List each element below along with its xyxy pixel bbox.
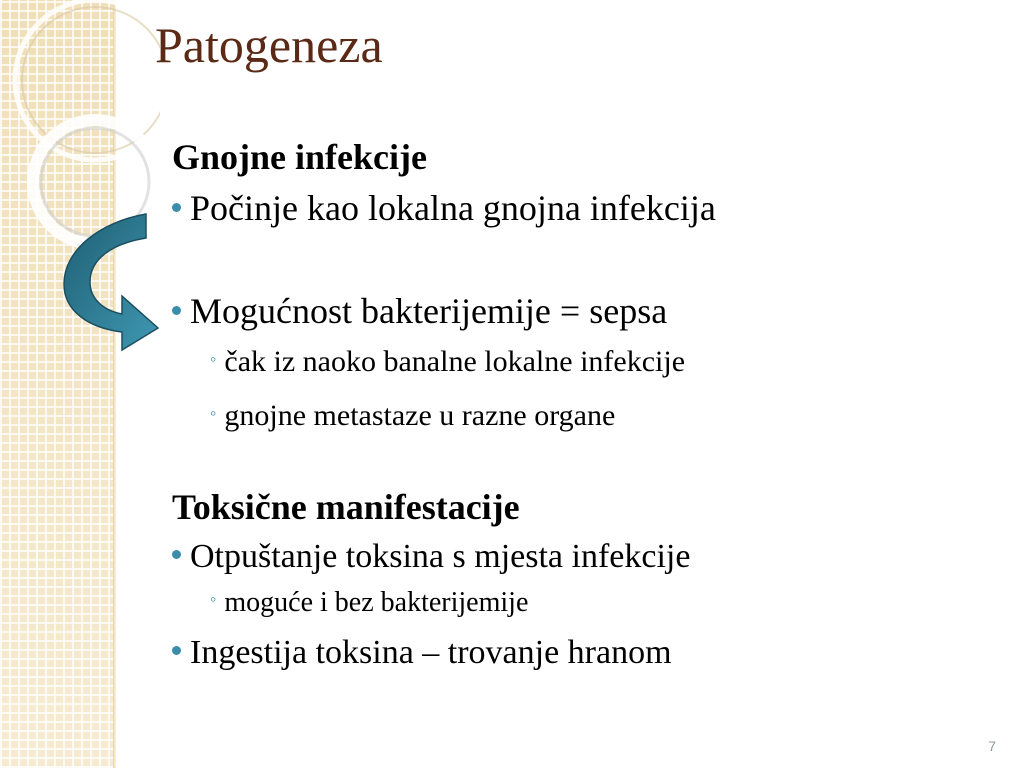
sub-bullet-text: gnojne metastaze u razne organe [224,398,616,432]
section-pyogenic [172,136,984,434]
section-heading: Gnojne infekcije [172,137,427,177]
bullet-item [172,290,984,333]
sub-bullet-item [210,586,984,620]
bullet-ring-icon: ◦ [210,348,217,369]
bullet-dot-icon [172,550,181,559]
bullet-dot-icon [172,306,181,315]
section-heading: Toksične manifestacije [172,486,520,527]
curved-arrow-icon [60,210,160,355]
bullet-text: Ingestija toksina – trovanje hranom [190,634,672,672]
bullet-text: Počinje kao lokalna gnojna infekcija [190,188,716,229]
bullet-item [172,633,984,674]
bullet-dot-icon [172,203,181,212]
bullet-item [172,537,984,578]
bullet-item [172,187,984,230]
bullet-text: Mogućnost bakterijemije = sepsa [190,291,668,332]
slide-content [172,130,984,674]
bullet-dot-icon [172,646,181,655]
sub-bullet-item [210,398,984,434]
slide-title: Patogeneza [155,17,383,73]
sub-bullet-text: čak iz naoko banalne lokalne infekcije [224,344,686,378]
sub-bullet-item [210,344,984,380]
bullet-text: Otpuštanje toksina s mjesta infekcije [190,537,691,575]
page-number: 7 [988,738,996,754]
sub-bullet-text: moguće i bez bakterijemije [224,586,529,618]
section-toxic [172,486,984,674]
bullet-ring-icon: ◦ [210,588,217,609]
bullet-ring-icon: ◦ [210,402,217,423]
